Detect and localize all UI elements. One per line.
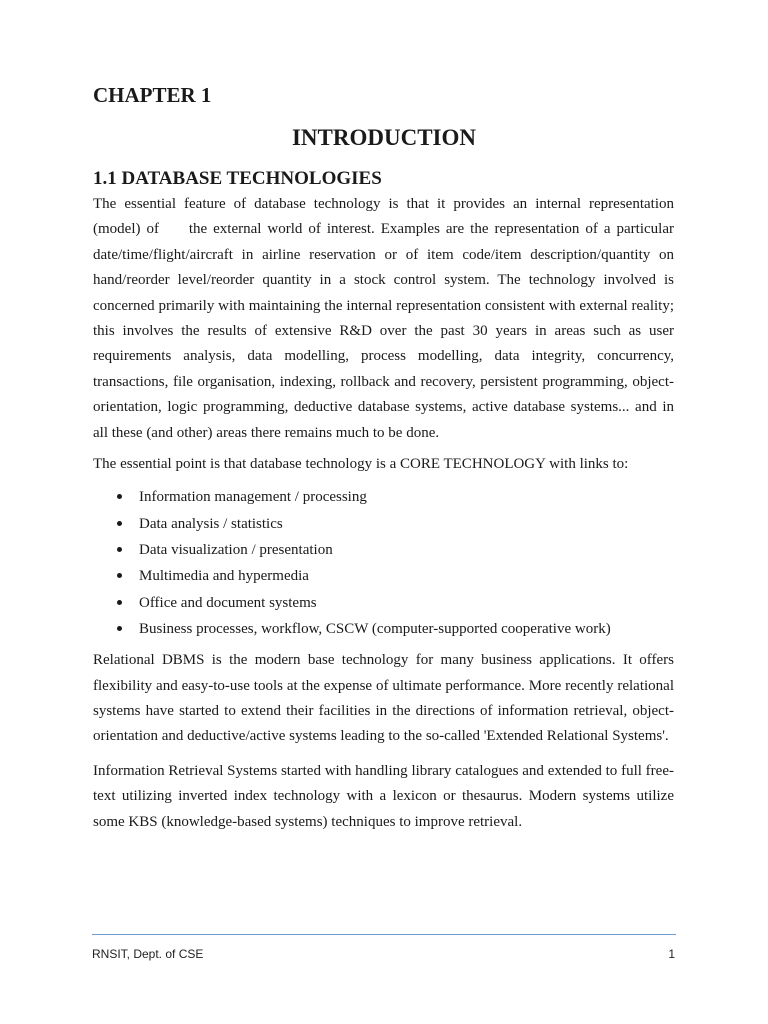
- footer-department: RNSIT, Dept. of CSE: [92, 947, 204, 961]
- list-item: [93, 484, 674, 510]
- bullet-icon: [117, 626, 122, 631]
- bullet-icon: [117, 494, 122, 499]
- footer-divider: [92, 934, 676, 935]
- page-number: 1: [668, 947, 675, 961]
- core-technology-list: [93, 484, 674, 642]
- paragraph-relational-dbms: Relational DBMS is the modern base technology for many business applications. It offers flexibility and easy-to-use tools at the expense of ultimate performance. More recently relational systems have started to extend their facilities in the directions of information retrieval, object-orientation and deductive/active systems leading to the so-called 'Extended Relational Systems'.: [93, 652, 674, 745]
- section-heading: 1.1 DATABASE TECHNOLOGIES: [93, 168, 382, 189]
- document-body: [93, 167, 674, 835]
- list-item-text: Business processes, workflow, CSCW (computer-supported cooperative work): [139, 620, 611, 637]
- list-item-text: Office and document systems: [139, 594, 317, 611]
- bullet-icon: [117, 600, 122, 605]
- paragraph-information-retrieval: Information Retrieval Systems started with handling library catalogues and extended to full free-text utilizing inverted index technology with a lexicon or thesaurus. Modern systems utilize some KBS (knowledge-based systems) techniques to improve retrieval.: [93, 762, 674, 830]
- list-item: [93, 511, 674, 537]
- bullet-icon: [117, 521, 122, 526]
- list-item-text: Information management / processing: [139, 489, 367, 506]
- list-item: [93, 616, 674, 642]
- bullet-icon: [117, 573, 122, 578]
- paragraph-core-technology: The essential point is that database technology is a CORE TECHNOLOGY with links to:: [93, 456, 629, 473]
- list-item-text: Multimedia and hypermedia: [139, 568, 309, 585]
- chapter-title: INTRODUCTION: [291, 125, 477, 150]
- chapter-label: CHAPTER 1: [93, 83, 212, 107]
- list-item-text: Data analysis / statistics: [139, 515, 283, 532]
- list-item: [93, 537, 674, 563]
- paragraph-database-technology: The essential feature of database technology is that it provides an internal representation (model) of the external world of interest. Examples are the representation of a particular date/time/flight/aircraft in airline reservation or of item code/item description/quantity on hand/reorder level/reorder quantity in a stock control system. The technology involved is concerned primarily with maintaining the internal representation consistent with external reality; this involves the results of extensive R&D over the past 30 years in areas such as user requirements analysis, data modelling, process modelling, data integrity, concurrency, transactions, file organisation, indexing, rollback and recovery, persistent programming, object-orientation, logic programming, deductive database systems, active database systems... and in all these (and other) areas there remains much to be done.: [93, 196, 674, 441]
- bullet-icon: [117, 547, 122, 552]
- list-item: [93, 590, 674, 616]
- list-item-text: Data visualization / presentation: [139, 542, 333, 559]
- list-item: [93, 563, 674, 589]
